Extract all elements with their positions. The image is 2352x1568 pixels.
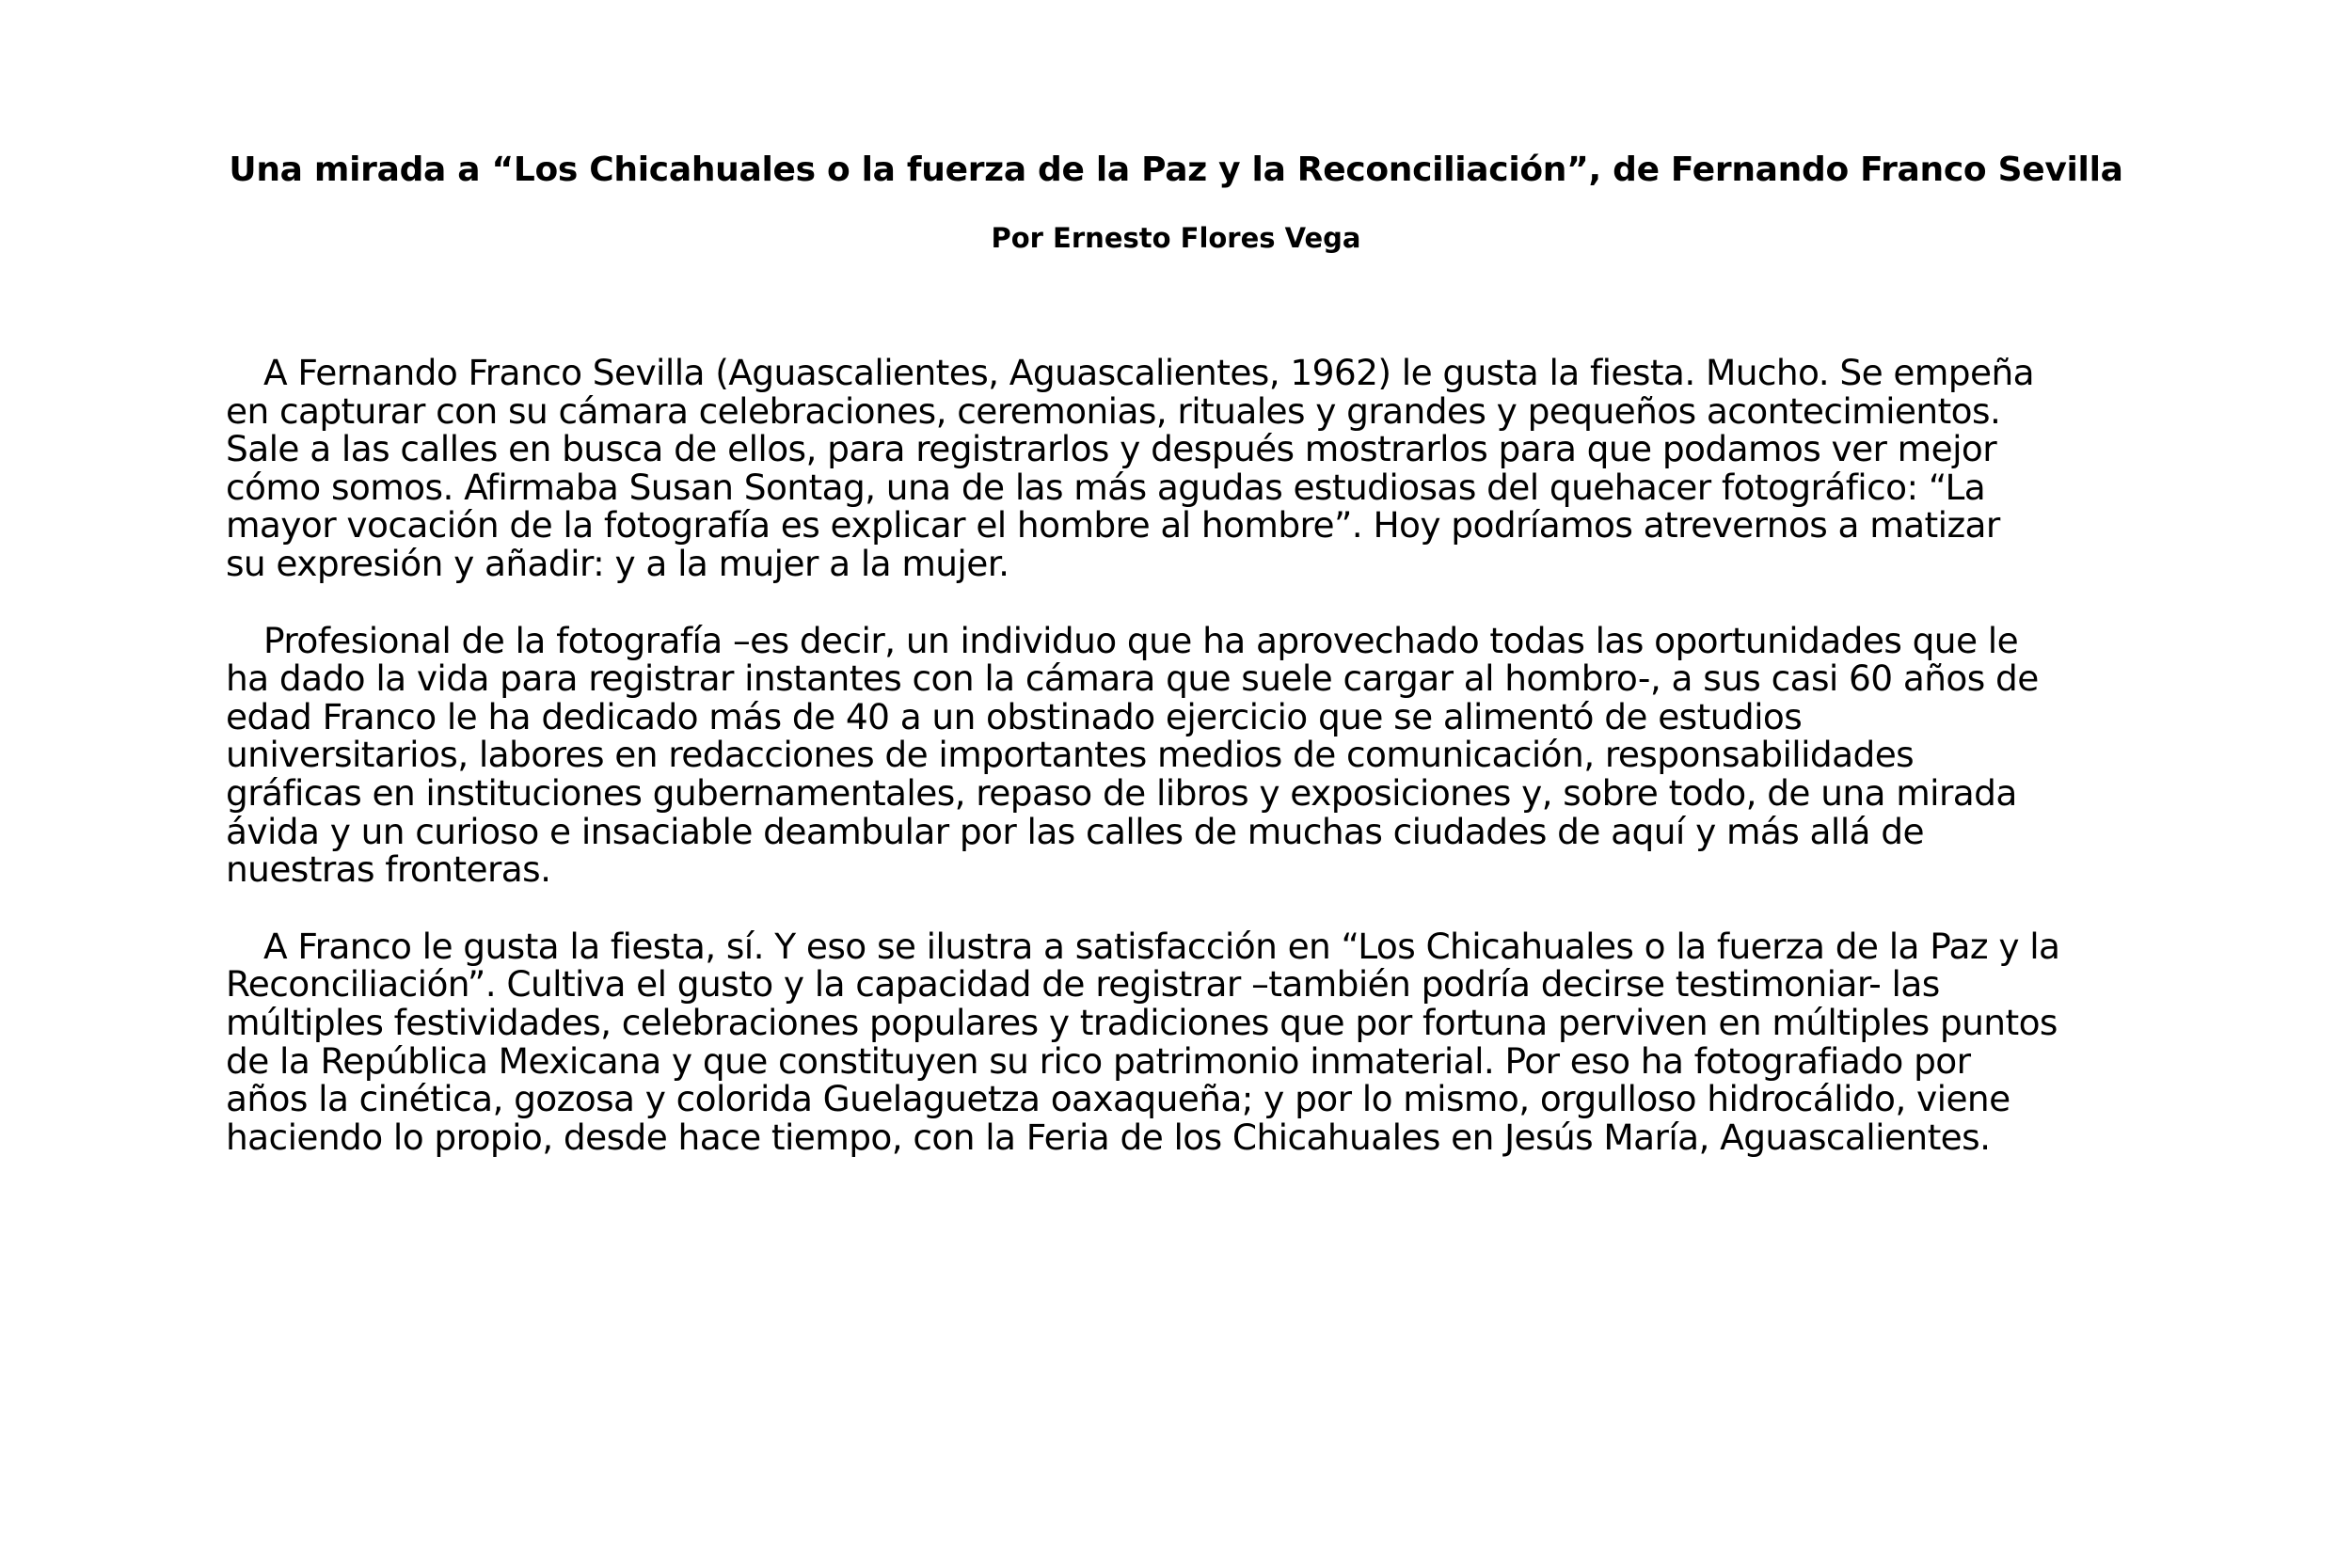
author-byline: Por Ernesto Flores Vega [991, 222, 1361, 254]
paragraph-line: haciendo lo propio, desde hace tiempo, con la Feria de los Chicahuales en Jesús María, Aguascalientes. [226, 1116, 1991, 1158]
paragraph [226, 927, 2258, 1157]
paragraph-line: universitarios, labores en redacciones de importantes medios de comunicación, responsabilidades [226, 734, 1915, 776]
paragraph-line: nuestras fronteras. [226, 848, 551, 891]
paragraph-line: múltiples festividades, celebraciones populares y tradiciones que por fortuna perviven en múltiples puntos [226, 1001, 2058, 1043]
paragraph-line: de la República Mexicana y que constituyen su rico patrimonio inmaterial. Por eso ha fotografiado por [226, 1039, 1971, 1082]
paragraph-line: gráficas en instituciones gubernamentales, repaso de libros y exposiciones y, sobre todo, de una mirada [226, 771, 2017, 814]
paragraph-line: Sale a las calles en busca de ellos, para registrarlos y después mostrarlos para que podamos ver mejor [226, 428, 1997, 470]
paragraph-line: ha dado la vida para registrar instantes con la cámara que suele cargar al hombro-, a sus casi 60 años de [226, 657, 2039, 700]
paragraph-line: en capturar con su cámara celebraciones, ceremonias, rituales y grandes y pequeños acontecimientos. [226, 389, 2001, 432]
paragraph-line: Profesional de la fotografía –es decir, un individuo que ha aprovechado todas las oportunidades que le [263, 619, 2019, 661]
paragraph-line: años la cinética, gozosa y colorida Guelaguetza oaxaqueña; y por lo mismo, orgulloso hidrocálido, viene [226, 1078, 2010, 1120]
paragraph [226, 354, 2258, 583]
paragraph-line: cómo somos. Afirmaba Susan Sontag, una de las más agudas estudiosas del quehacer fotográfico: “La [226, 466, 1986, 508]
paragraph-line: edad Franco le ha dedicado más de 40 a un obstinado ejercicio que se alimentó de estudios [226, 695, 1803, 737]
paragraph-line: A Fernando Franco Sevilla (Aguascalientes, Aguascalientes, 1962) le gusta la fiesta. Mucho. Se empeña [263, 352, 2035, 393]
paragraph-line: Reconciliación”. Cultiva el gusto y la capacidad de registrar –también podría decirse testimoniar- las [226, 963, 1940, 1006]
paragraph [226, 619, 2258, 891]
paragraph-line: A Franco le gusta la fiesta, sí. Y eso se ilustra a satisfacción en “Los Chicahuales o la fuerza de la Paz y la [263, 925, 2060, 967]
paragraph-line: mayor vocación de la fotografía es explicar el hombre al hombre”. Hoy podríamos atrevernos a matizar [226, 504, 2000, 546]
article-body [226, 354, 2258, 1195]
paragraph-line: su expresión y añadir: y a la mujer a la mujer. [226, 542, 1009, 584]
document-title: Una mirada a “Los Chicahuales o la fuerza de la Paz y la Reconciliación”, de Fernando Franco Sevilla [229, 150, 2123, 189]
paragraph-line: ávida y un curioso e insaciable deambular por las calles de muchas ciudades de aquí y más allá de [226, 810, 1924, 852]
